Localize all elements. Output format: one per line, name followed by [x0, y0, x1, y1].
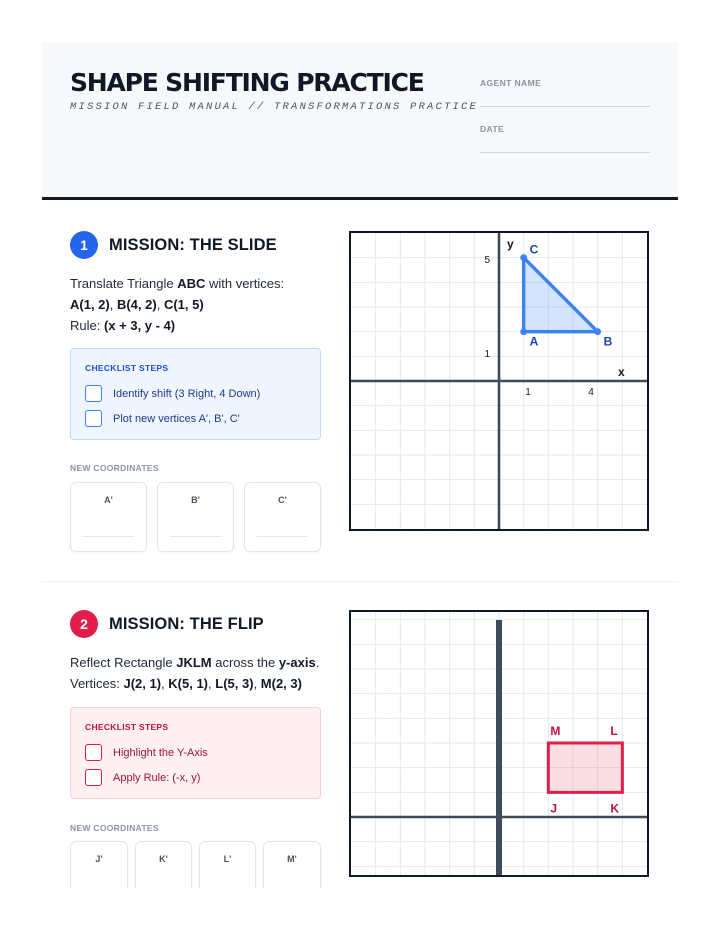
checklist-item-label: Highlight the Y-Axis	[113, 746, 208, 759]
mission-2-vertices: Vertices: J(2, 1), K(5, 1), L(5, 3), M(2, 3)	[70, 676, 302, 691]
triangle-abc	[524, 258, 598, 332]
grid-2-svg	[351, 612, 647, 875]
vertex-b	[594, 328, 601, 335]
checklist-item[interactable]	[85, 740, 306, 765]
tick-label: 4	[588, 387, 594, 398]
vertex-label-a: A	[529, 334, 539, 349]
tick-label: 5	[484, 255, 490, 266]
checklist-item[interactable]	[85, 765, 306, 790]
answer-box-j[interactable]: J'	[70, 841, 128, 919]
tick-label: 1	[484, 349, 490, 360]
vertex-label-k: K	[610, 801, 620, 816]
date-line[interactable]	[480, 152, 650, 153]
mission-1-heading	[70, 231, 277, 259]
date-field[interactable]	[480, 124, 650, 153]
mission-1-badge: 1	[70, 231, 98, 259]
tick-label: 1	[525, 387, 531, 398]
answer-box-l[interactable]: L'	[199, 841, 256, 919]
x-axis-label: x	[618, 365, 625, 379]
date-label: DATE	[480, 124, 505, 134]
grid-1-svg	[351, 233, 647, 529]
checklist-item-label: Identify shift (3 Right, 4 Down)	[113, 387, 261, 400]
vertex-c	[520, 254, 527, 261]
mission-1-desc: Translate Triangle ABC with vertices:	[70, 276, 285, 291]
checkbox[interactable]	[85, 769, 102, 786]
vertex-label-b: B	[603, 334, 613, 349]
agent-name-line[interactable]	[480, 106, 650, 107]
page-bottom-mask	[0, 888, 720, 932]
worksheet-header	[42, 42, 678, 200]
mission-1-title: MISSION: THE SLIDE	[109, 235, 277, 254]
checklist-item[interactable]	[85, 406, 306, 431]
answer-box-b[interactable]: B'	[157, 482, 234, 552]
checkbox[interactable]	[85, 410, 102, 427]
y-axis-label: y	[507, 237, 514, 251]
mission-2-desc: Reflect Rectangle JKLM across the y-axis.	[70, 655, 320, 670]
mission-2-coordinate-grid	[349, 610, 649, 877]
mission-2-heading	[70, 610, 264, 638]
answer-box-a[interactable]: A'	[70, 482, 147, 552]
vertex-label-c: C	[529, 242, 539, 257]
vertex-label-m: M	[550, 723, 561, 738]
section-divider	[42, 581, 678, 582]
vertex-label-j: J	[550, 801, 558, 816]
rectangle-jklm	[548, 743, 622, 792]
agent-name-field[interactable]	[480, 78, 650, 107]
checklist-title: CHECKLIST STEPS	[85, 722, 169, 732]
answer-box-m[interactable]: M'	[263, 841, 321, 919]
answer-box-k[interactable]: K'	[135, 841, 192, 919]
checkbox[interactable]	[85, 385, 102, 402]
mission-2-badge: 2	[70, 610, 98, 638]
mission-2-checklist	[70, 707, 321, 799]
checklist-item-label: Apply Rule: (-x, y)	[113, 771, 201, 784]
mission-2-instructions	[70, 652, 319, 694]
answer-box-c[interactable]: C'	[244, 482, 321, 552]
checkbox[interactable]	[85, 744, 102, 761]
mission-1-instructions	[70, 273, 284, 336]
checklist-title: CHECKLIST STEPS	[85, 363, 169, 373]
checklist-item[interactable]	[85, 381, 306, 406]
mission-1-rule: Rule: (x + 3, y - 4)	[70, 318, 176, 333]
mission-2-title: MISSION: THE FLIP	[109, 614, 264, 633]
mission-1-vertices: A(1, 2), B(4, 2), C(1, 5)	[70, 297, 204, 312]
page-title: SHAPE SHIFTING PRACTICE	[70, 68, 424, 97]
mission-1-coordinate-grid	[349, 231, 649, 531]
page-subtitle: MISSION FIELD MANUAL // TRANSFORMATIONS PRACTICE	[70, 101, 479, 113]
mission-1-new-coordinates-label: NEW COORDINATES	[70, 463, 159, 473]
checklist-item-label: Plot new vertices A', B', C'	[113, 412, 240, 425]
vertex-a	[520, 328, 527, 335]
mission-1-checklist	[70, 348, 321, 440]
vertex-label-l: L	[610, 723, 618, 738]
agent-name-label: AGENT NAME	[480, 78, 542, 88]
mission-2-new-coordinates-label: NEW COORDINATES	[70, 823, 159, 833]
